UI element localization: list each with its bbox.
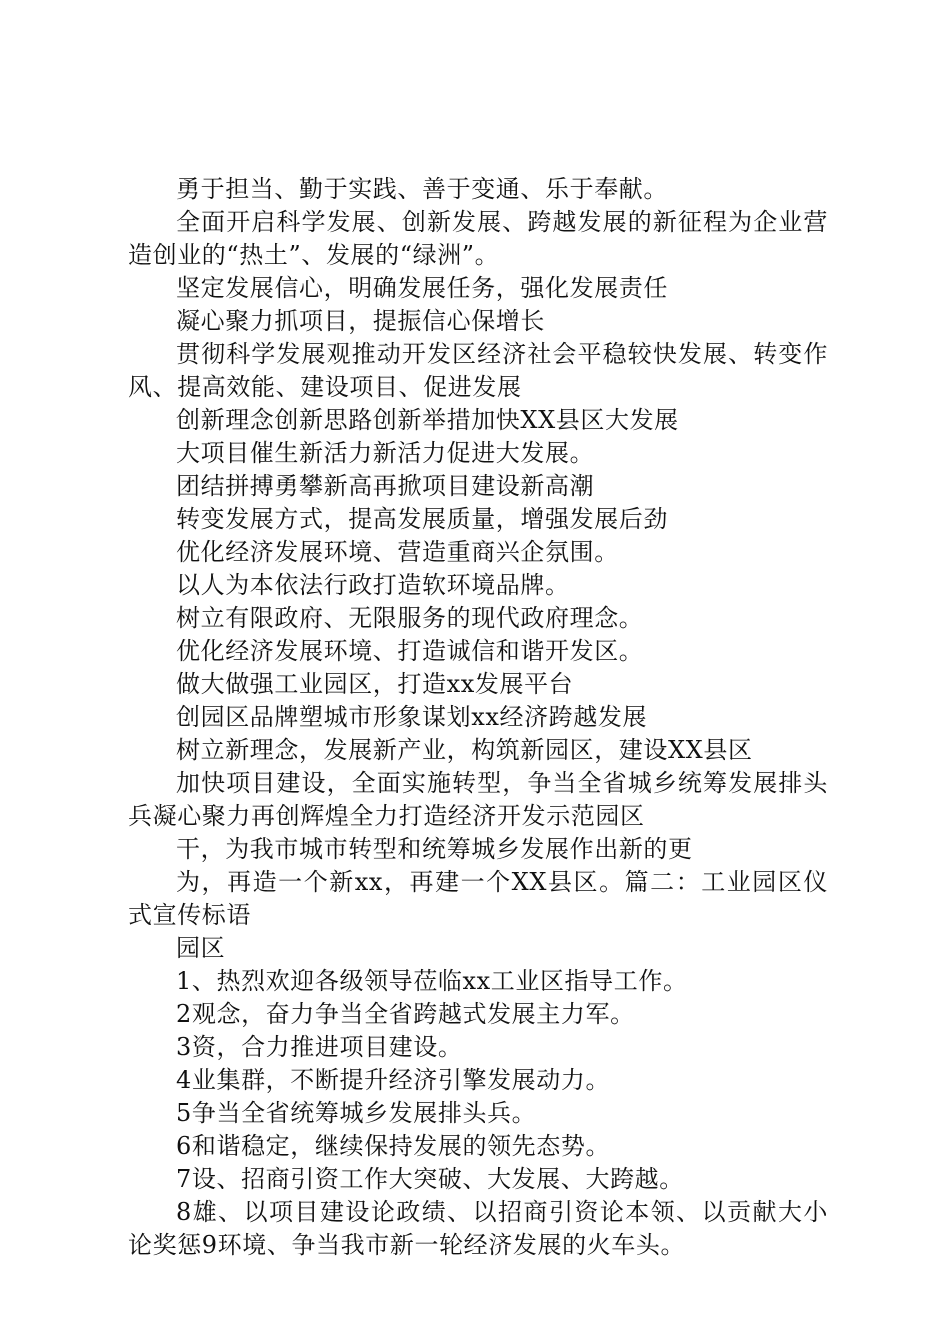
paragraph: 3资，合力推进项目建设。 <box>176 1033 463 1061</box>
paragraph: 5争当全省统筹城乡发展排头兵。 <box>176 1099 537 1127</box>
paragraph: 凝心聚力抓项目，提振信心保增长 <box>176 307 545 335</box>
paragraph: 贯彻科学发展观推动开发区经济社会平稳较快发展、转变作风、提高效能、建设项目、促进发展 <box>128 340 828 401</box>
document-body <box>128 173 828 1262</box>
paragraph: 坚定发展信心，明确发展任务，强化发展责任 <box>176 274 668 302</box>
paragraph: 优化经济发展环境、营造重商兴企氛围。 <box>176 538 619 566</box>
paragraph: 做大做强工业园区，打造xx发展平台 <box>176 670 574 698</box>
paragraph: 优化经济发展环境、打造诚信和谐开发区。 <box>176 637 644 665</box>
paragraph: 团结拼搏勇攀新高再掀项目建设新高潮 <box>176 472 595 500</box>
paragraph: 大项目催生新活力新活力促进大发展。 <box>176 439 595 467</box>
paragraph: 创园区品牌塑城市形象谋划xx经济跨越发展 <box>176 703 648 731</box>
paragraph: 创新理念创新思路创新举措加快XX县区大发展 <box>176 406 679 434</box>
paragraph: 4业集群，不断提升经济引擎发展动力。 <box>176 1066 611 1094</box>
paragraph: 为，再造一个新xx，再建一个XX县区。篇二：工业园区仪式宣传标语 <box>128 868 828 929</box>
paragraph: 2观念，奋力争当全省跨越式发展主力军。 <box>176 1000 635 1028</box>
paragraph: 树立新理念，发展新产业，构筑新园区，建设XX县区 <box>176 736 753 764</box>
paragraph: 以人为本依法行政打造软环境品牌。 <box>176 571 570 599</box>
paragraph: 加快项目建设，全面实施转型，争当全省城乡统筹发展排头兵凝心聚力再创辉煌全力打造经济开发示范园区 <box>128 769 828 830</box>
paragraph: 全面开启科学发展、创新发展、跨越发展的新征程为企业营造创业的“热土”、发展的“绿洲”。 <box>128 208 828 269</box>
paragraph: 转变发展方式，提高发展质量，增强发展后劲 <box>176 505 668 533</box>
paragraph: 7设、招商引资工作大突破、大发展、大跨越。 <box>176 1165 684 1193</box>
paragraph: 树立有限政府、无限服务的现代政府理念。 <box>176 604 644 632</box>
paragraph: 1、热烈欢迎各级领导莅临xx工业区指导工作。 <box>176 967 688 995</box>
paragraph: 8雄、以项目建设论政绩、以招商引资论本领、以贡献大小论奖惩9环境、争当我市新一轮经济发展的火车头。 <box>128 1198 828 1259</box>
paragraph: 园区 <box>176 934 226 962</box>
paragraph: 6和谐稳定，继续保持发展的领先态势。 <box>176 1132 611 1160</box>
paragraph: 干，为我市城市转型和统筹城乡发展作出新的更 <box>176 835 693 863</box>
paragraph: 勇于担当、勤于实践、善于变通、乐于奉献。 <box>176 175 668 203</box>
